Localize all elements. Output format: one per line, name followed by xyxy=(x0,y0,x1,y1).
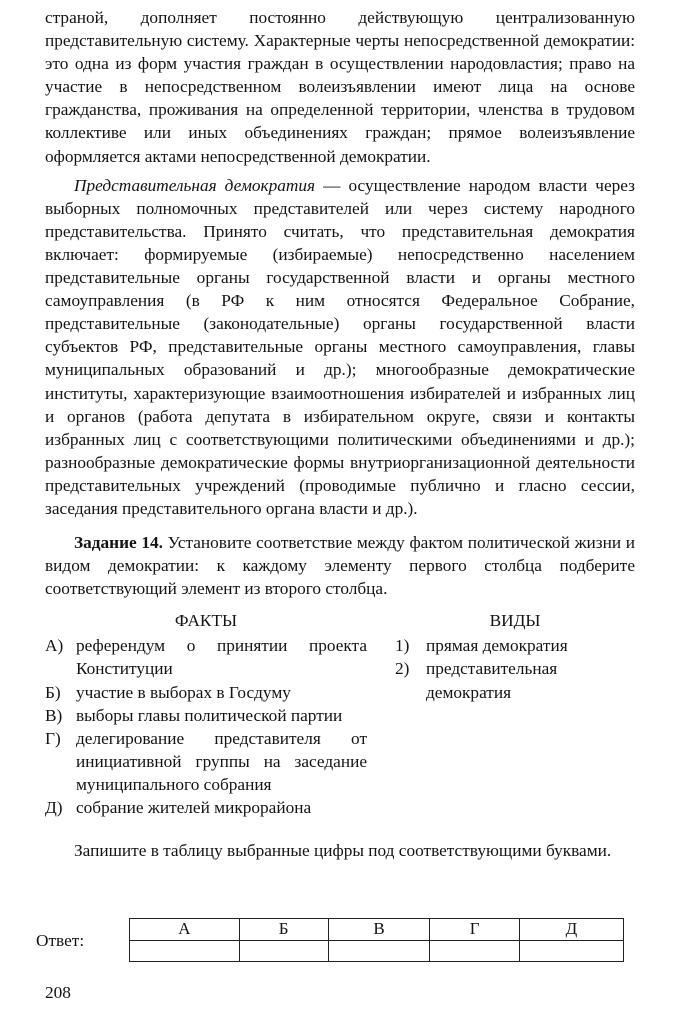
answer-cell-g[interactable] xyxy=(430,940,519,962)
type-mark: 1) xyxy=(395,636,410,656)
type-item xyxy=(395,634,635,657)
fact-text: делегирование представителя от инициативной группы на заседание муниципального собрания xyxy=(76,728,367,794)
answer-label: Ответ: xyxy=(36,931,85,950)
answer-cell-d[interactable] xyxy=(519,940,623,962)
type-text: представительная демократия xyxy=(426,659,558,702)
answer-cell-v[interactable] xyxy=(328,940,430,962)
task-statement xyxy=(45,531,635,600)
answer-column-v: В xyxy=(328,919,430,941)
matching-columns xyxy=(45,609,635,827)
fact-item xyxy=(45,634,367,680)
task-label: Задание 14. xyxy=(74,533,163,553)
answer-cell-a[interactable] xyxy=(130,940,240,962)
paragraph-representative-democracy xyxy=(45,174,635,520)
types-column xyxy=(395,609,635,703)
fact-mark: А) xyxy=(45,636,64,656)
fact-mark: В) xyxy=(45,705,63,725)
page-number: 208 xyxy=(45,983,71,1002)
answer-cell-b[interactable] xyxy=(239,940,328,962)
fact-mark: Б) xyxy=(45,682,61,702)
answer-column-a: А xyxy=(130,919,240,941)
facts-column xyxy=(45,609,367,819)
type-item xyxy=(395,657,635,703)
paragraph-representative-text: — осуществление народом власти через выборных полномочных представителей или через систему народного представительства. Принято считать, что представительная демократия включает: формируемые (избираемые) непосредственно населением представительные органы государственной власти и органы местного самоуправления (в РФ к ним относятся Федеральное Собрание, представительные (законодательные) органы государственной власти субъектов РФ, представительные органы местного самоуправления, главы муниципальных образований и др.); многообразные демократические институты, характеризующие взаимоотношения избирателей и избранных лиц и органов (работа депутата в избирательном округе, связи и контакты избранных лиц с соответствующими политическими объединениями и др.); разнообразные демократические формы внутриорганизационной деятельности представительных учреждений (проводимые публично и гласно сессии, заседания представительного органа власти и др.). xyxy=(45,175,635,518)
answer-table xyxy=(129,918,624,962)
answer-column-b: Б xyxy=(239,919,328,941)
task-text: Установите соответствие между фактом политической жизни и видом демократии: к каждому элементу первого столбца подберите соответствующий элемент из второго столбца. xyxy=(45,533,636,599)
types-heading: ВИДЫ xyxy=(489,611,541,631)
answer-header-row xyxy=(130,919,624,941)
page-body xyxy=(45,0,635,862)
fact-text: референдум о принятии проекта Конституции xyxy=(76,636,367,679)
paragraph-direct-democracy: страной, дополняет постоянно действующую централизованную представительную систему. Характерные черты непосредственной демократии: это одна из форм участия граждан в осуществлении народовластия; право на участие в непосредственном волеизъявлении имеют лица на основе гражданства, проживания на определенной территории, членства в трудовом коллективе или иных объединениях граждан; прямое волеизъявление оформляется актами непосредственной демократии. xyxy=(45,8,635,166)
answer-column-d: Д xyxy=(519,919,623,941)
fact-text: участие в выборах в Госдуму xyxy=(76,682,291,702)
answer-block xyxy=(36,918,634,968)
fact-item xyxy=(45,796,367,819)
answer-column-g: Г xyxy=(430,919,519,941)
instruction: Запишите в таблицу выбранные цифры под соответствующими буквами. xyxy=(74,841,612,861)
type-text: прямая демократия xyxy=(426,636,568,656)
fact-item xyxy=(45,681,367,704)
fact-mark: Г) xyxy=(45,728,61,748)
fact-text: собрание жителей микрорайона xyxy=(76,798,312,817)
facts-heading: ФАКТЫ xyxy=(174,611,238,631)
fact-item xyxy=(45,704,367,727)
type-mark: 2) xyxy=(395,659,410,679)
term-representative-democracy: Представительная демократия xyxy=(74,175,316,195)
answer-value-row xyxy=(130,940,624,962)
fact-text: выборы главы политической партии xyxy=(76,705,343,725)
fact-item xyxy=(45,727,367,796)
fact-mark: Д) xyxy=(45,798,63,817)
